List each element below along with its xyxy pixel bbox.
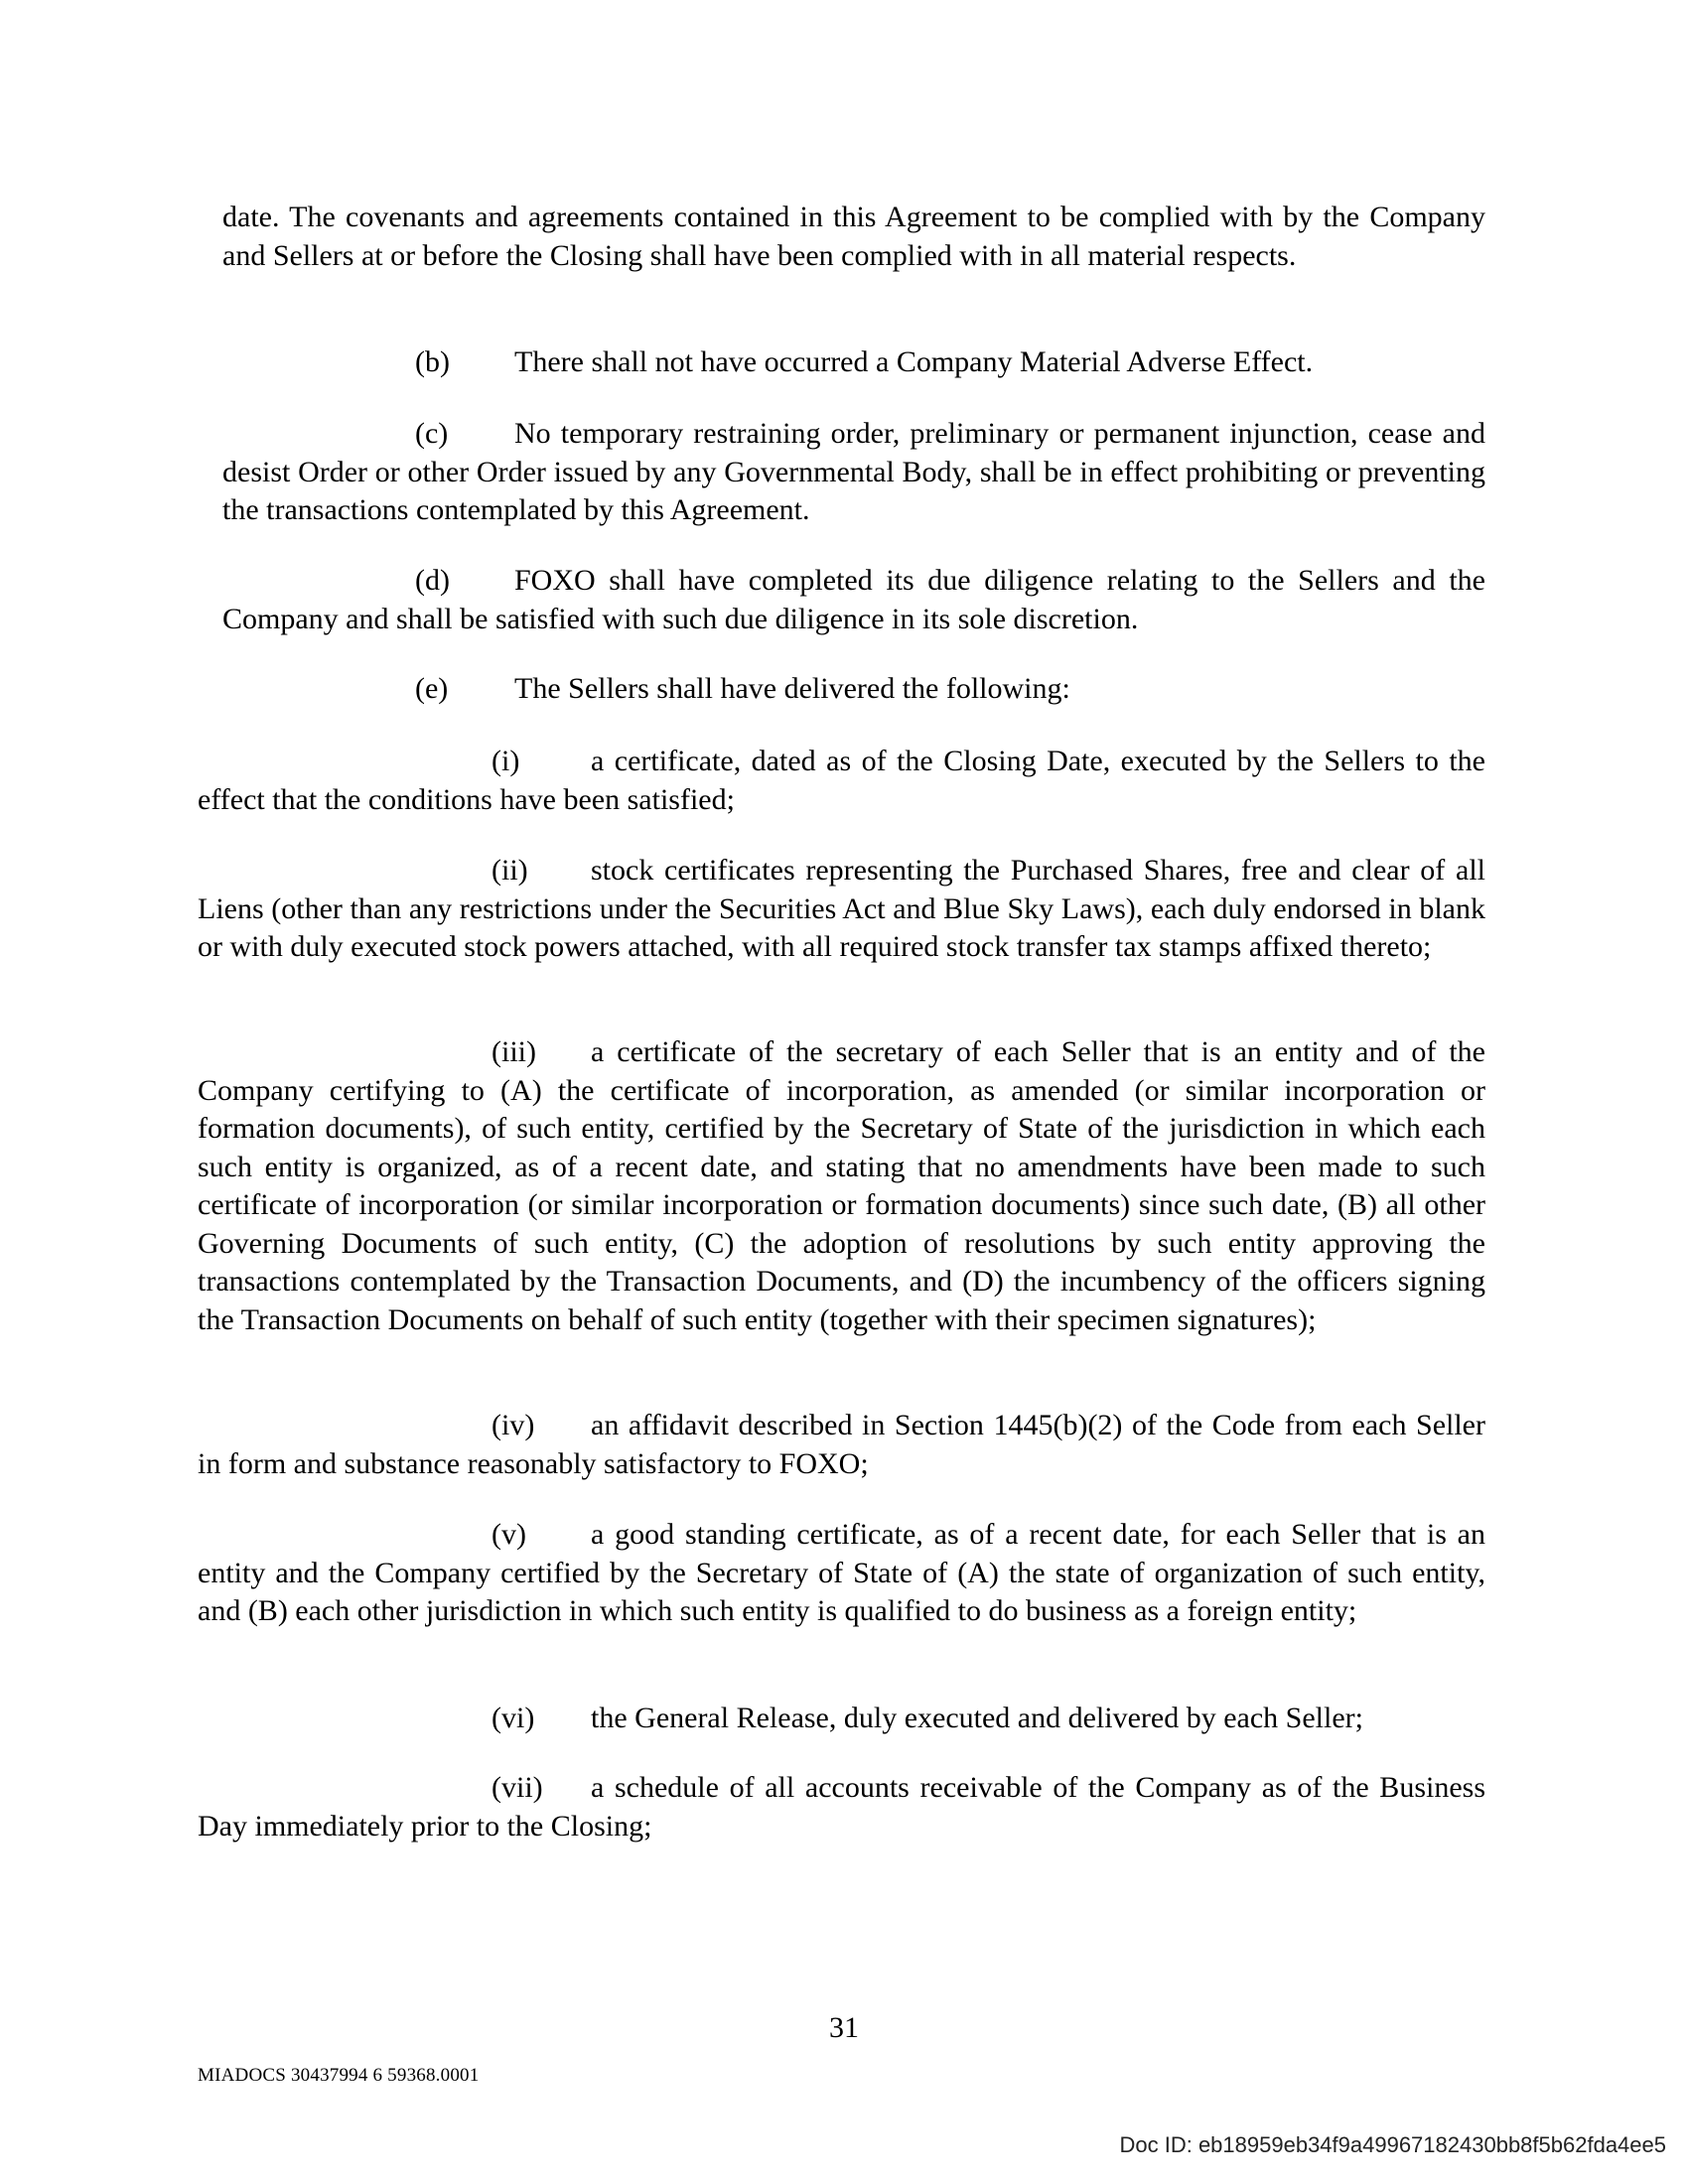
paragraph-label: (iv) — [492, 1409, 535, 1441]
paragraph-c — [222, 415, 1485, 530]
paragraph-vii — [198, 1769, 1485, 1845]
paragraph-label: (i) — [492, 745, 520, 777]
paragraph-d — [222, 562, 1485, 638]
paragraph-text: a good standing certificate, as of a recent date, for each Seller that is an entity and the Company certified by the Secretary of State of (A) the state of organization of such entity, and (B) each other jurisdiction in which such entity is qualified to do business as a foreign entity; — [198, 1518, 1485, 1627]
document-id: Doc ID: eb18959eb34f9a49967182430bb8f5b62fda4ee5 — [1119, 2132, 1666, 2157]
paragraph-text: the General Release, duly executed and delivered by each Seller; — [591, 1702, 1363, 1734]
paragraph-text: No temporary restraining order, preliminary or permanent injunction, cease and desist Order or other Order issued by any Governmental Body, shall be in effect prohibiting or preventing the transactions contemplated by this Agreement. — [222, 417, 1485, 526]
paragraph-text: a certificate of the secretary of each Seller that is an entity and of the Company certifying to (A) the certificate of incorporation, as amended (or similar incorporation or formation documents), of such entity, certified by the Secretary of State of the jurisdiction in which each such entity is organized, as of a recent date, and stating that no amendments have been made to such certificate of incorporation (or similar incorporation or formation documents) since such date, (B) all other Governing Documents of such entity, (C) the adoption of resolutions by such entity approving the transactions contemplated by the Transaction Documents, and (D) the incumbency of the officers signing the Transaction Documents on behalf of such entity (together with their specimen signatures); — [198, 1035, 1485, 1336]
paragraph-vi — [198, 1700, 1485, 1738]
paragraph-label: (c) — [415, 417, 449, 450]
paragraph-label: (ii) — [492, 854, 528, 887]
paragraph-e — [222, 670, 1485, 709]
paragraph-i — [198, 743, 1485, 819]
paragraph-text: an affidavit described in Section 1445(b)(2) of the Code from each Seller in form and substance reasonably satisfactory to FOXO; — [198, 1409, 1485, 1480]
paragraph-label: (d) — [415, 564, 450, 597]
paragraph-continuation — [222, 199, 1485, 275]
document-reference: MIADOCS 30437994 6 59368.0001 — [198, 2065, 480, 2086]
paragraph-text: a schedule of all accounts receivable of the Company as of the Business Day immediately prior to the Closing; — [198, 1771, 1485, 1843]
paragraph-ii — [198, 852, 1485, 967]
paragraph-label: (iii) — [492, 1035, 536, 1068]
paragraph-iv — [198, 1407, 1485, 1483]
paragraph-text: The Sellers shall have delivered the following: — [514, 672, 1070, 705]
paragraph-label: (v) — [492, 1518, 526, 1551]
paragraph-b — [222, 343, 1485, 382]
paragraph-text: FOXO shall have completed its due diligence relating to the Sellers and the Company and shall be satisfied with such due diligence in its sole discretion. — [222, 564, 1485, 635]
paragraph-text: There shall not have occurred a Company Material Adverse Effect. — [514, 345, 1314, 378]
paragraph-text: stock certificates representing the Purchased Shares, free and clear of all Liens (other than any restrictions under the Securities Act and Blue Sky Laws), each duly endorsed in blank or with duly executed stock powers attached, with all required stock transfer tax stamps affixed thereto; — [198, 854, 1485, 963]
paragraph-label: (e) — [415, 672, 449, 705]
paragraph-iii — [198, 1033, 1485, 1339]
paragraph-v — [198, 1516, 1485, 1631]
paragraph-label: (b) — [415, 345, 450, 378]
paragraph-text: date. The covenants and agreements contained in this Agreement to be complied with by the Company and Sellers at or before the Closing shall have been complied with in all material respects. — [222, 201, 1485, 272]
paragraph-text: a certificate, dated as of the Closing Date, executed by the Sellers to the effect that the conditions have been satisfied; — [198, 745, 1485, 816]
page-number: 31 — [829, 2011, 859, 2044]
paragraph-label: (vii) — [492, 1771, 543, 1804]
paragraph-label: (vi) — [492, 1702, 535, 1734]
